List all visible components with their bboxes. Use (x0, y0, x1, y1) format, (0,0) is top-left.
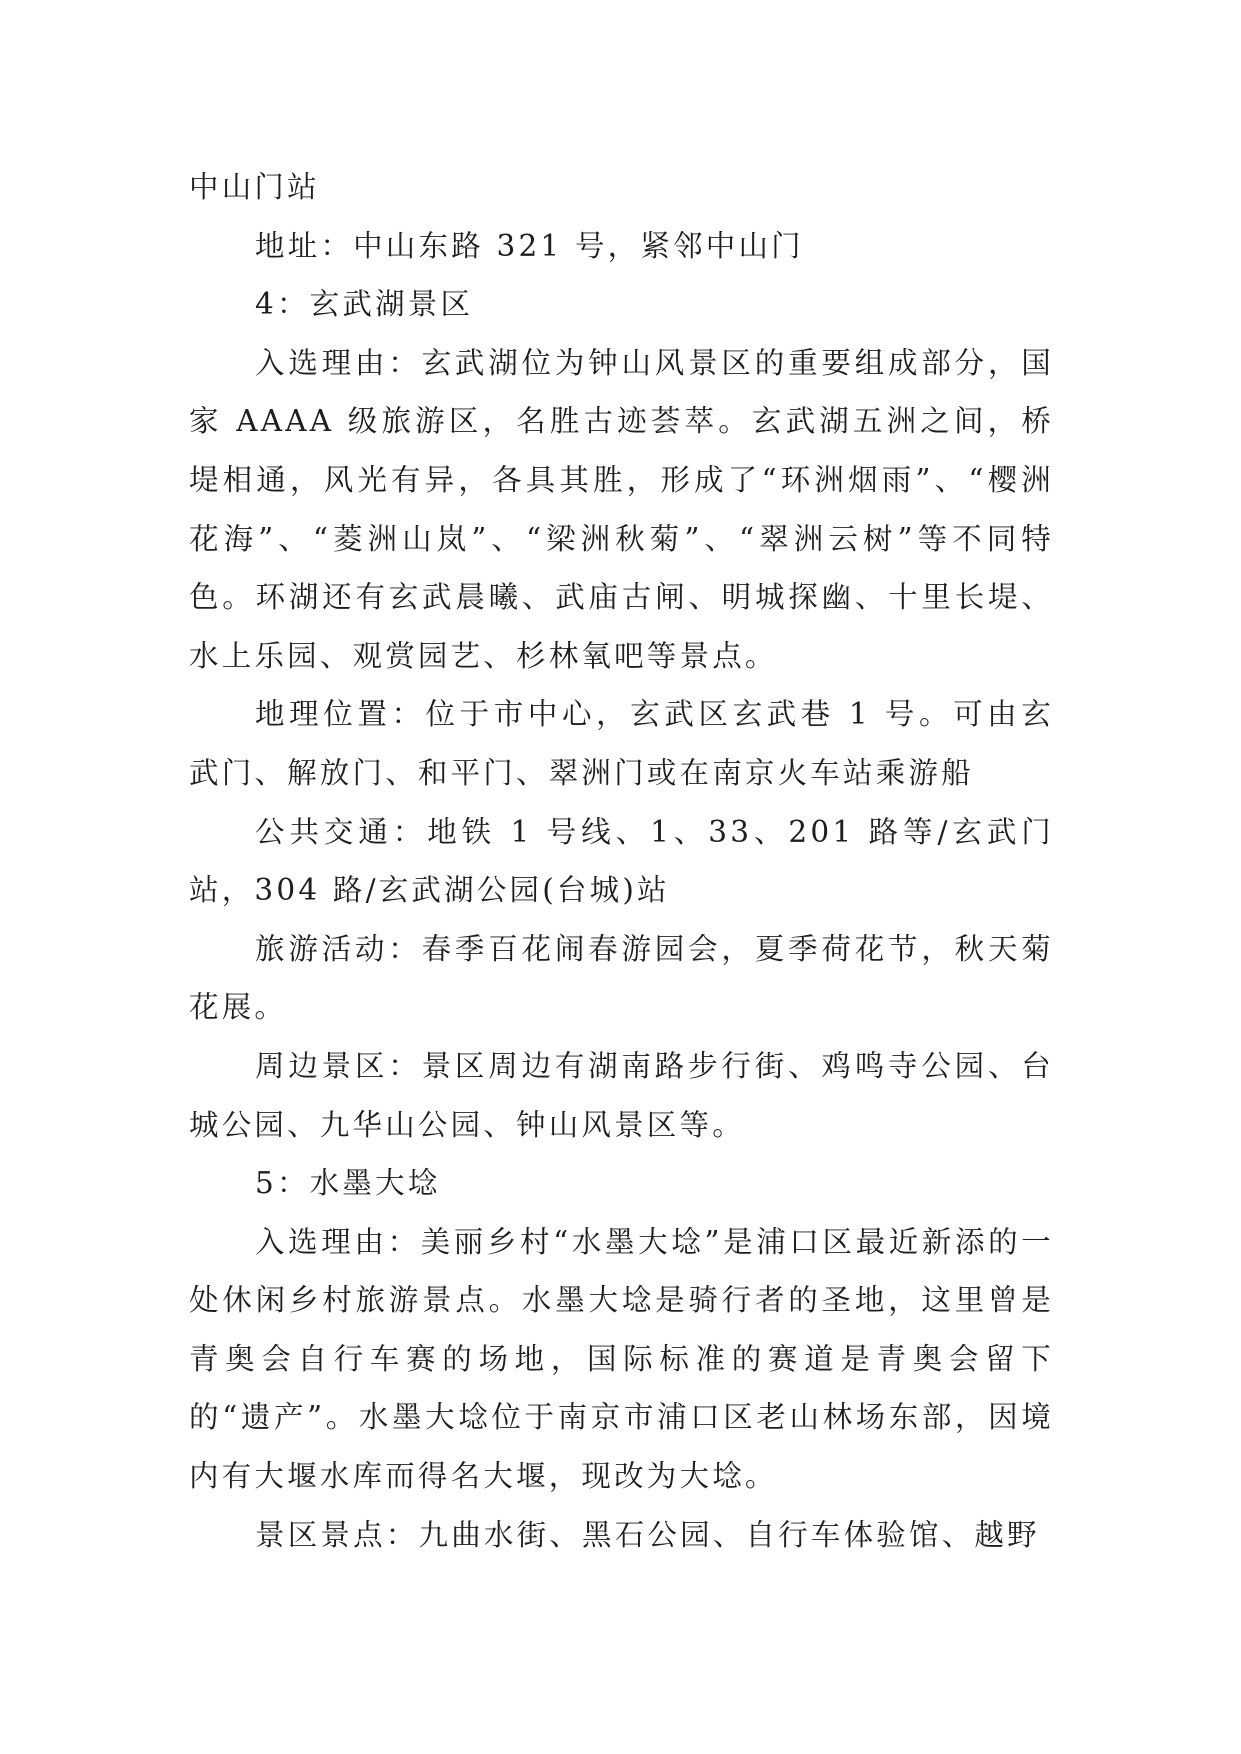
document-body (189, 158, 1054, 1564)
paragraph-xuanwu-nearby: 周边景区：景区周边有湖南路步行街、鸡鸣寺公园、台城公园、九华山公园、钟山风景区等。 (189, 1048, 1054, 1142)
paragraph-xuanwu-activities: 旅游活动：春季百花闹春游园会，夏季荷花节，秋天菊花展。 (189, 931, 1054, 1025)
paragraph-shuimo-reason: 入选理由：美丽乡村“水墨大埝”是浦口区最近新添的一处休闲乡村旅游景点。水墨大埝是骑行者的圣地，这里曾是青奥会自行车赛的场地，国际标准的赛道是青奥会留下的“遗产”。水墨大埝位于南京市浦口区老山林场东部，因境内有大堰水库而得名大堰，现改为大埝。 (189, 1224, 1054, 1494)
section-heading-shuimo-danian: 5：水墨大埝 (255, 1166, 441, 1201)
paragraph-station-name: 中山门站 (189, 170, 320, 204)
paragraph-xuanwu-reason: 入选理由：玄武湖位为钟山风景区的重要组成部分，国家 AAAA 级旅游区，名胜古迹荟萃。玄武湖五洲之间，桥堤相通，风光有异，各具其胜，形成了“环洲烟雨”、“樱洲花海”、“菱洲山岚”、“梁洲秋菊”、“翠洲云树”等不同特色。环湖还有玄武晨曦、武庙古闸、明城探幽、十里长堤、水上乐园、观赏园艺、杉林氧吧等景点。 (189, 345, 1054, 673)
paragraph-xuanwu-transport: 公共交通：地铁 1 号线、1、33、201 路等/玄武门站，304 路/玄武湖公园(台城)站 (189, 814, 1054, 908)
paragraph-address: 地址：中山东路 321 号，紧邻中山门 (255, 228, 804, 263)
section-heading-xuanwu-lake: 4：玄武湖景区 (255, 287, 474, 322)
paragraph-xuanwu-location: 地理位置：位于市中心，玄武区玄武巷 1 号。可由玄武门、解放门、和平门、翠洲门或在南京火车站乘游船 (189, 697, 1054, 790)
paragraph-shuimo-attractions: 景区景点：九曲水街、黑石公园、自行车体验馆、越野 (255, 1517, 1040, 1552)
